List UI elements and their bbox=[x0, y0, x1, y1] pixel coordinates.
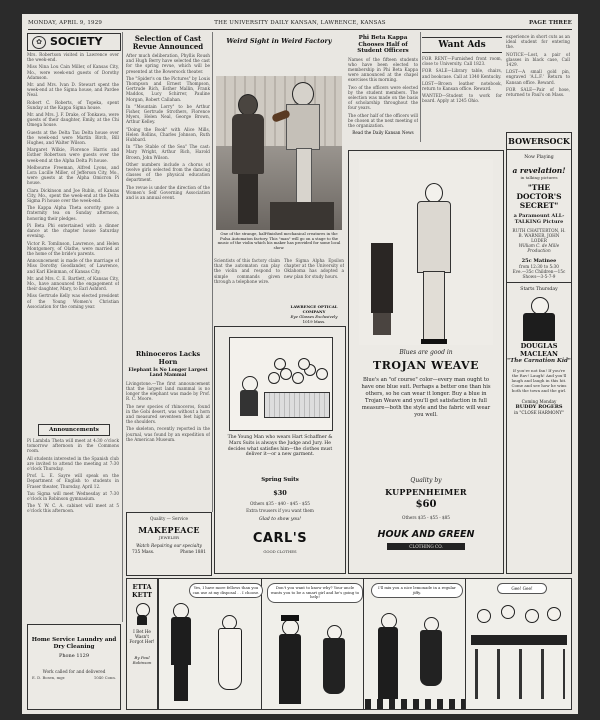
judge-body bbox=[240, 390, 258, 416]
society-column bbox=[27, 52, 119, 422]
panel-2-bubble: Don't you want to know why? Your uncle wants you to be a smart girl and he's going to help! bbox=[267, 583, 363, 603]
makepeace-name: MAKEPEACE bbox=[138, 525, 200, 535]
bowersock-blurb: If you're not fan! If you're the Rav! Laugh! And you'll laugh and laugh in this hit. Come and see how he wins both the town and the girl. bbox=[511, 368, 567, 393]
revue-headline: Selection of Cast Revue Announced bbox=[132, 34, 204, 51]
gentleman-legs bbox=[423, 271, 445, 343]
society-emblem-icon: ✿ bbox=[32, 36, 46, 49]
trojan-maker: KUPPENHEIMER bbox=[385, 487, 467, 497]
man-figure-3 bbox=[375, 613, 401, 705]
bowersock-studio: a Paramount ALL-TALKING Picture bbox=[513, 213, 565, 225]
bowersock-coming-film: in "CLOSE HARMONY" bbox=[514, 410, 564, 415]
juror-head-icon bbox=[292, 372, 304, 384]
rhinoceros-headline: Rhinoceros Lacks Horn bbox=[135, 350, 201, 366]
society-logo bbox=[27, 33, 121, 51]
jury-box bbox=[264, 392, 330, 418]
makepeace-tag: Watch Repairing our specialty bbox=[136, 544, 202, 549]
douglas-maclean-portrait bbox=[517, 295, 561, 341]
lawrence-optical-line1: Eye Glasses Exclusively bbox=[290, 314, 338, 319]
gentleman-figure bbox=[413, 183, 453, 345]
bowersock-cast2: William C. de Mille Production bbox=[518, 243, 560, 253]
comic-panel-1 bbox=[159, 579, 262, 709]
society-para: Victor R. Tomlinson, Lawrence, and Helen Montgomery, of Olathe, were married at the home of the bride's parents. bbox=[27, 240, 119, 256]
column-rule bbox=[122, 32, 123, 622]
makepeace-top: Quality — Service bbox=[149, 516, 189, 521]
announcements-column bbox=[27, 438, 119, 616]
right-notice: FOR SALE—Pair of hose, returned to Paul's on Mass. bbox=[506, 86, 570, 98]
juror-head-icon bbox=[280, 368, 292, 380]
pibeta-read-kansan: Read the Daily Kansan News bbox=[352, 130, 414, 136]
society-para: Mr. and Mrs. J. F. Drake, of Tonkawa, were guests of their daughter, Emily, at the Chi Omega house. bbox=[27, 112, 119, 128]
gentleman-suit bbox=[417, 201, 451, 273]
rhinoceros-column bbox=[126, 350, 210, 508]
trojan-copy: Blue's an "of course" color—every man ought to have one blue suit. Perhaps a better one than his others, so he can wear it longer. Buy a blue in Trojan Weave and you'll get satisfaction in full measure—both the style and the fabric will wear you well. bbox=[361, 377, 491, 418]
judge-figure bbox=[240, 376, 260, 416]
stools bbox=[475, 649, 565, 699]
society-para: Mr. and Mrs. Ivan D. Stewart spent the week-end at the Sigma house, and Pardee Neal. bbox=[27, 82, 119, 98]
makepeace-sub: JEWELER bbox=[158, 535, 180, 540]
pibeta-column bbox=[348, 34, 418, 142]
trojan-weave-ad bbox=[348, 150, 504, 574]
column-rule bbox=[420, 32, 421, 142]
comic-panel-2 bbox=[263, 579, 364, 709]
announcement-item: Prof. L. E. Sayre will speak on the Department of English to students in Fraser theater, Thursday, April 12. bbox=[27, 473, 119, 489]
uncle-hat bbox=[281, 615, 299, 621]
announcements-heading-box bbox=[38, 424, 110, 436]
announcement-item: Pi Lambda Theta will meet at 4:30 o'clock tomorrow afternoon in the Commons room. bbox=[27, 438, 119, 454]
want-ad-item: LOST—Brown leather notebook, return to Kansan office. Reward. bbox=[422, 80, 502, 92]
makepeace-footer bbox=[127, 549, 211, 556]
laundry-line: Work called for and delivered bbox=[42, 669, 106, 674]
comic-panel-4 bbox=[467, 579, 571, 709]
automaton-torso bbox=[286, 104, 320, 150]
right-notice: experience in short cuts as an ideal student for entering the. bbox=[506, 34, 570, 50]
trojan-illustration bbox=[359, 159, 493, 345]
etta-figure-2 bbox=[321, 625, 347, 705]
bowersock-coming: Coming Monday bbox=[521, 399, 557, 404]
want-ad-item: FOR SALE—Library table, chairs, and bookcase. Call at 1340 Kentucky. bbox=[422, 68, 502, 79]
woman-dress bbox=[218, 628, 242, 690]
carls-sub: GOOD CLOTHES bbox=[263, 549, 297, 554]
inventor-legs bbox=[238, 174, 258, 224]
automaton-legs bbox=[296, 148, 312, 208]
man-tux-3 bbox=[378, 627, 398, 705]
column-rule bbox=[212, 32, 213, 512]
society-para: Miss Nina Lou Cain Miller, of Kansas City, Mo., were week-end guests of Dorothy Adamson. bbox=[27, 64, 119, 80]
pibeta-extra-text bbox=[284, 258, 344, 304]
pibeta-para: Two of the officers were elected by the student members. The selection was made on the basis of scholarship throughout the four years. bbox=[348, 84, 418, 111]
revue-para: Other numbers include a chorus of twelve girls selected from the dancing classes of the physical education department. bbox=[126, 161, 210, 183]
announcement-item: The Y. W. C. A. cabinet will meet at 5 o'clock this afternoon. bbox=[27, 503, 119, 514]
society-para: Mrs. Robertson visited in Lawrence over the week-end. bbox=[27, 52, 119, 63]
revue-para: The revue is under the direction of the Women's Self Governing Association and is an annual event. bbox=[126, 184, 210, 201]
society-para: Mr. and Mrs. C. E. Bartlett, of Kansas City, Mo., have announced the engagement of their daughter, Mary, to Earl Ashford. bbox=[27, 275, 119, 292]
houk-green-logo: HOUK AND GREEN bbox=[377, 529, 475, 540]
society-para: Miss Gertrude Kelly was elected president of the Young Women's Christian Association for the coming year. bbox=[27, 293, 119, 309]
maclean-body bbox=[523, 313, 555, 341]
revue-column bbox=[126, 34, 210, 349]
header-page-number: PAGE THREE bbox=[528, 20, 572, 26]
etta-kett-title: ETTA KETT bbox=[131, 583, 153, 599]
etta-dress-3 bbox=[420, 630, 442, 686]
patron-head-icon bbox=[525, 609, 539, 623]
bowersock-ad bbox=[506, 132, 572, 574]
bowersock-name: BOWERSOCK bbox=[507, 133, 571, 150]
carls-glad: Glad to show you! bbox=[259, 517, 301, 522]
revue-para: In "Mountain Lorry" to be Arthur Fisher, Gertrude Strothers, Florence Myers, Helen Neal, George Brown, Arthur Kelley. bbox=[126, 103, 210, 125]
bowersock-thursday: Starts Thursday bbox=[520, 287, 558, 292]
panel-3-bubble: I'll mix you a nice lemonade in a regular jiffy. bbox=[371, 583, 463, 598]
rhinoceros-subhead: Elephant Is No Longer Largest Land Mammal bbox=[128, 368, 208, 379]
pibeta-para: The other half of the officers will be chosen at the next meeting of the organization. bbox=[348, 112, 418, 128]
checker-floor bbox=[365, 699, 465, 709]
makepeace-phone: Phone 1881 bbox=[180, 550, 206, 555]
society-para: Announcement is made of the marriage of Miss Dorothy Goodlander, of Lawrence, and Karl Kleinman, of Kansas City. bbox=[27, 258, 119, 274]
right-notice: LOST—A small gold pin, engraved 'A.L.F.' Return to Kansan office. Reward. bbox=[506, 69, 570, 85]
trojan-brand: TROJAN WEAVE bbox=[373, 359, 479, 372]
want-ads-list bbox=[422, 56, 502, 106]
society-title: SOCIETY bbox=[50, 35, 103, 48]
rhinoceros-para: The skeleton, recently reported in the journal, was found by an expedition of the American Museum. bbox=[126, 426, 210, 442]
bowersock-times: from 12:30 to 5:30 bbox=[519, 264, 559, 269]
juror-head-icon bbox=[274, 358, 286, 370]
weird-sight-photo bbox=[216, 76, 342, 230]
makepeace-address: 735 Mass. bbox=[132, 550, 155, 555]
carls-illustration bbox=[229, 337, 333, 431]
bowersock-prices: Eve.—35c Children—15c bbox=[512, 269, 566, 274]
right-notice: NOTICE—Lost, a pair of glasses in black case, Call 1429. bbox=[506, 51, 570, 68]
inventor-figure bbox=[230, 94, 266, 224]
bowersock-shows: Shows—3-5-7-9 bbox=[507, 274, 571, 283]
juror-head-icon bbox=[316, 368, 328, 380]
etta-kett-caption: I Bet He Wasn't Forgot Her! bbox=[129, 629, 155, 645]
header-date: MONDAY, APRIL 9, 1929 bbox=[28, 20, 103, 26]
soda-counter bbox=[471, 635, 567, 645]
header-masthead: THE UNIVERSITY DAILY KANSAN, LAWRENCE, KANSAS bbox=[214, 20, 386, 26]
makepeace-ad bbox=[126, 512, 212, 576]
laundry-footer bbox=[28, 674, 120, 681]
revue-para: After much deliberation, Phyllis Roush and Hugh Berry have selected the cast for the spring revue, which will be presented at the Bowersock theater. bbox=[126, 53, 210, 74]
newspaper-page bbox=[22, 14, 578, 714]
juror-head-icon bbox=[268, 372, 280, 384]
etta-dress-2 bbox=[323, 638, 345, 694]
pibeta-headline: Phi Beta Kappa Chooses Half of Student Officers bbox=[357, 35, 409, 54]
juror-head-icon bbox=[298, 358, 310, 370]
inventor-head-icon bbox=[238, 94, 258, 116]
etta-figure-3 bbox=[419, 617, 443, 705]
society-para: Melbourne Freeman, Alfred Lyons, and Lora Lucille Miller, of Jefferson City, Mo., were guests at the Alpha Omicron Pi house. bbox=[27, 164, 119, 186]
weird-story-para: Scientists of this factory claim that the automaton can play the violin and respond to simple commands given through a telephone wire. bbox=[214, 258, 280, 284]
society-para: Pi Beta Phi entertained with a dinner dance at the chapter house Saturday evening. bbox=[27, 222, 119, 239]
uncle-figure bbox=[277, 619, 303, 705]
gentleman-head-icon bbox=[425, 183, 443, 203]
houk-green-sub: CLOTHING CO. bbox=[387, 543, 465, 550]
laundry-address: 1040 Conn. bbox=[93, 675, 116, 680]
lawrence-optical-ad bbox=[284, 304, 344, 324]
bowersock-matinee: 25c Matinee bbox=[521, 258, 557, 264]
right-notices-column bbox=[506, 34, 570, 130]
inventor-body bbox=[232, 114, 264, 174]
laundry-phone: Phone 1129 bbox=[58, 653, 90, 659]
weird-sight-box bbox=[214, 32, 344, 256]
panel-1-bubble: Yes, I have more fellows than you can use at my disposal . . I choose. bbox=[189, 583, 263, 598]
pibeta-extra-para: The Sigma Alpha Epsilon chapter at the University of Oklahoma has adopted a new plan for study hours. bbox=[284, 258, 344, 279]
pedestal bbox=[270, 202, 334, 230]
laundry-title: Home Service Laundry and Dry Cleaning bbox=[31, 637, 117, 650]
etta-kett-byline: By Paul Robinson bbox=[132, 654, 152, 665]
patron-head-icon bbox=[547, 607, 561, 621]
revue-para: The "Spider's on the Pictures" by Louis Thompson and Ernest Thompson, Gertrude Rich, Esther Mallin, Frank Maddox, Lucy Schirrer, Pauline Morgan, Robert Callahan. bbox=[126, 75, 210, 102]
weird-sight-title: Weird Sight in Weird Factory bbox=[226, 37, 332, 45]
piano-shape bbox=[371, 243, 393, 313]
carls-suits-label: Spring Suits bbox=[261, 477, 299, 483]
bowersock-cast: RUTH CHATTERTON, H. B. WARNER, JOHN LODER bbox=[512, 228, 566, 243]
lawrence-optical-name: LAWRENCE OPTICAL COMPANY bbox=[290, 304, 338, 314]
etta-kett-title-box bbox=[126, 578, 158, 710]
piano-stool bbox=[373, 313, 391, 335]
comic-panel-3 bbox=[365, 579, 466, 709]
carls-others: Others $35 - $40 - $45 - $55 bbox=[250, 501, 310, 506]
bowersock-star: DOUGLAS MACLEAN bbox=[520, 342, 558, 358]
society-para: Guests at the Delta Tau Delta house over the week-end were Martin Birch, Bill Hughes, and Walter Wilson. bbox=[27, 129, 119, 146]
lawrence-optical-line2: 1019 Mass. bbox=[302, 319, 326, 324]
patron-head-icon bbox=[501, 605, 515, 619]
carls-ad bbox=[214, 326, 346, 574]
man-figure bbox=[169, 603, 193, 703]
announcement-item: Tau Sigma will meet Wednesday at 7:30 o'clock in Robinson gymnasium. bbox=[27, 490, 119, 502]
jury-heads bbox=[268, 358, 328, 392]
carls-price: $30 bbox=[273, 489, 287, 497]
automaton-figure bbox=[278, 82, 328, 222]
etta-kett-strip bbox=[158, 578, 572, 710]
want-ad-item: FOR RENT—Furnished front room, close to University. Call 1823. bbox=[422, 56, 502, 67]
want-ads-title: Want Ads bbox=[422, 37, 502, 53]
man-legs bbox=[174, 665, 188, 701]
society-para: Clara Dickinson and Joe Rubin, of Kansas City, Mo., spent the week-end at the Delta Sigma Pi house over the week-end. bbox=[27, 187, 119, 204]
shoes bbox=[421, 339, 447, 344]
announcements-title: Announcements bbox=[49, 427, 99, 433]
society-para: Robert C. Roberts, of Topeka, spent Sunday at the Kappa Sigma house. bbox=[27, 99, 119, 110]
society-para: Margaret Wilkie, Florence Harris and Esther Robertson were guests over the week-end at the Alpha Delta Pi house. bbox=[27, 147, 119, 163]
want-ad-item: WANTED—Student to work for board. Apply at 1245 Ohio. bbox=[422, 93, 502, 104]
bowersock-now: Now Playing bbox=[524, 155, 554, 160]
revue-para: "Doing the Book" with Alice Mills, Helen Rollins, Charles Johnson, Ruth Hubbard. bbox=[126, 126, 210, 143]
etta-kett-portrait bbox=[133, 603, 151, 625]
uncle-body bbox=[279, 634, 301, 704]
laundry-ad bbox=[27, 624, 121, 710]
bowersock-film2: "The Carnation Kid" bbox=[507, 358, 571, 364]
pibeta-para: Names of the fifteen students who have been elected to membership in Phi Beta Kappa were announced at the chapel exercises this morning. bbox=[348, 56, 418, 83]
laundry-owner: E. D. Bosen, mgr. bbox=[32, 675, 66, 680]
weird-column-text bbox=[214, 258, 280, 318]
announcement-item: All students interested in the Spanish club are invited to attend the meeting at 7:30 o'clock Thursday. bbox=[27, 455, 119, 472]
trojan-intro: Blues are good in bbox=[399, 349, 453, 356]
bowersock-revelation: a revelation! bbox=[512, 166, 566, 175]
panel-4-bubble: Gee! Gee! bbox=[497, 583, 547, 594]
bowersock-film: "THE DOCTOR'S SECRET" bbox=[516, 183, 562, 210]
rhinoceros-para: The new species of rhinoceros, found in the Gobi desert, was without a horn and measured seventeen feet high at the shoulders. bbox=[126, 403, 210, 425]
etta-body bbox=[137, 615, 147, 625]
carls-logo: CARL'S bbox=[252, 531, 308, 546]
carls-tagline: Extra trousers if you want them bbox=[246, 508, 314, 513]
trojan-quality: Quality by bbox=[410, 477, 442, 484]
bowersock-coming-star: BUDDY ROGERS bbox=[515, 404, 563, 410]
patron-head-icon bbox=[477, 609, 491, 623]
society-para: The Kappa Alpha Theta sorority gave a fraternity tea on Sunday afternoon, honoring their pledges. bbox=[27, 205, 119, 221]
automaton-head-icon bbox=[292, 82, 314, 106]
header-rule bbox=[28, 29, 572, 30]
revue-para: In "The Stable of the Sea" The cast: Mary Wright, Arthur Rich, Harold Brown, John Wilson. bbox=[126, 144, 210, 160]
woman-figure bbox=[217, 615, 241, 705]
trojan-price: $60 bbox=[415, 499, 437, 510]
carls-headline: The Young Man who wears Hart Schaffner & Marx Suits is always the Judge and Jury. He decides what satisfies him—the clothes must deliver it—or a new garment. bbox=[227, 435, 333, 458]
rhinoceros-para: Livingstone.—The first announcement that the largest land mammal is no longer the elephant was made by Prof. R. C. Moore. bbox=[126, 380, 210, 402]
weird-sight-caption: One of the strange, half-finished mechanical creatures in the Pulsa Automaton factory. This "man" will go on a stage to the music of the violin which his maker has provided for some local show. bbox=[217, 232, 341, 250]
bowersock-in-talking: in talking pictures bbox=[520, 175, 558, 180]
trojan-others: Others $35 - $55 - $85 bbox=[402, 515, 450, 520]
man-tux bbox=[171, 617, 191, 665]
want-ads-box bbox=[422, 34, 502, 142]
